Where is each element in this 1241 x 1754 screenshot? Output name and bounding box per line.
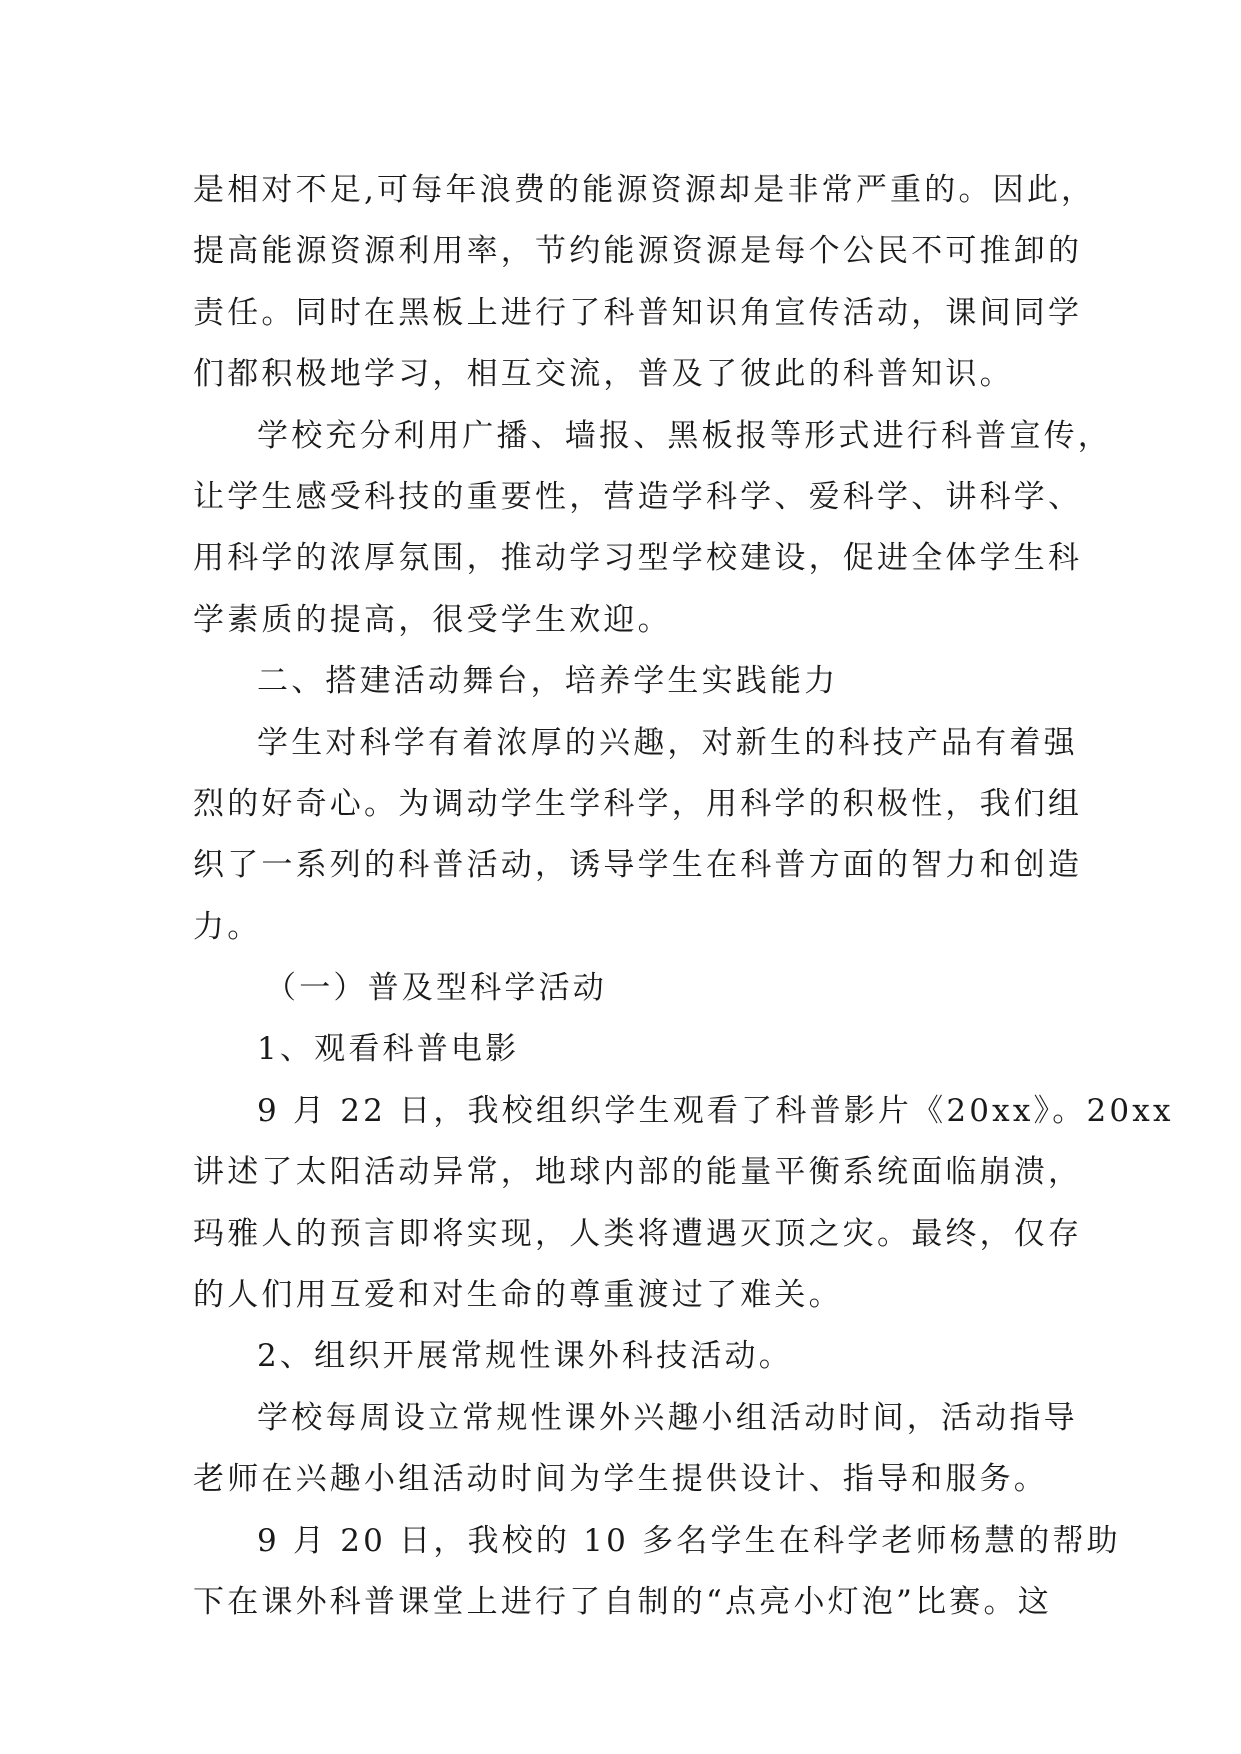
- paragraph-start-line: 学校充分利用广播、墙报、黑板报等形式进行科普宣传，: [257, 417, 1112, 454]
- text-line: 责任。同时在黑板上进行了科普知识角宣传活动，课间同学: [193, 294, 1083, 331]
- subsection-heading: （一）普及型科学活动: [265, 970, 607, 1007]
- text-line: 力。: [193, 908, 262, 945]
- document-body: [193, 160, 1174, 1633]
- item-heading: 2、组织开展常规性课外科技活动。: [257, 1338, 793, 1375]
- text-line: 讲述了太阳活动异常，地球内部的能量平衡系统面临崩溃，: [193, 1154, 1083, 1191]
- text-line: 下在课外科普课堂上进行了自制的“点亮小灯泡”比赛。这: [193, 1583, 1052, 1620]
- paragraph-start-line: 学生对科学有着浓厚的兴趣，对新生的科技产品有着强: [257, 724, 1078, 761]
- text-line: 们都积极地学习，相互交流，普及了彼此的科普知识。: [193, 356, 1014, 393]
- text-line: 织了一系列的科普活动，诱导学生在科普方面的智力和创造: [193, 847, 1083, 884]
- text-line: 提高能源资源利用率，节约能源资源是每个公民不可推卸的: [193, 233, 1083, 270]
- text-line: 老师在兴趣小组活动时间为学生提供设计、指导和服务。: [193, 1461, 1048, 1498]
- text-line: 学素质的提高，很受学生欢迎。: [193, 601, 672, 638]
- text-line: 是相对不足,可每年浪费的能源资源却是非常严重的。因此，: [193, 172, 1096, 208]
- text-line: 烈的好奇心。为调动学生学科学，用科学的积极性，我们组: [193, 785, 1083, 822]
- section-heading: 二、搭建活动舞台，培养学生实践能力: [257, 663, 839, 700]
- item-heading: 1、观看科普电影: [257, 1031, 520, 1068]
- paragraph-start-line: 9 月 22 日，我校组织学生观看了科普影片《20xx》。20xx: [257, 1092, 1174, 1129]
- text-line: 用科学的浓厚氛围，推动学习型学校建设，促进全体学生科: [193, 540, 1083, 577]
- text-line: 让学生感受科技的重要性，营造学科学、爱科学、讲科学、: [193, 478, 1083, 515]
- text-line: 的人们用互爱和对生命的尊重渡过了难关。: [193, 1277, 843, 1314]
- text-line: 玛雅人的预言即将实现，人类将遭遇灭顶之灾。最终，仅存: [193, 1215, 1083, 1252]
- paragraph-start-line: 学校每周设立常规性课外兴趣小组活动时间，活动指导: [257, 1399, 1078, 1436]
- paragraph-start-line: 9 月 20 日，我校的 10 多名学生在科学老师杨慧的帮助: [257, 1522, 1121, 1559]
